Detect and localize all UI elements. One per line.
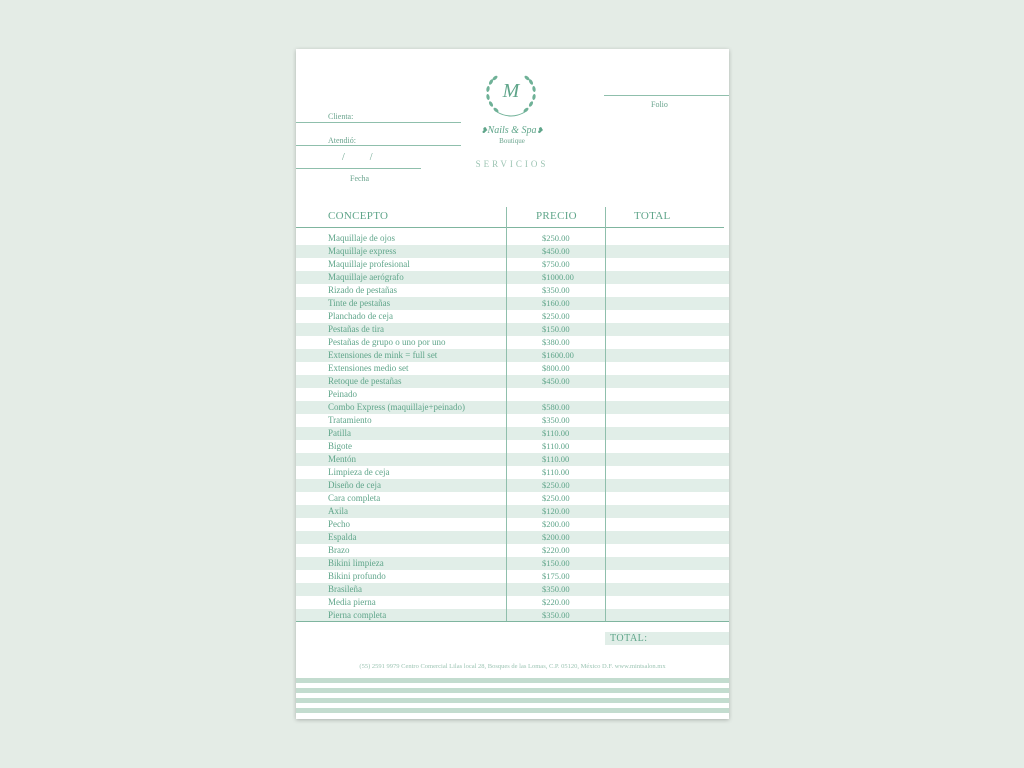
table-row [296, 479, 729, 492]
client-label: Clienta: [328, 112, 354, 121]
table-header-divider [296, 227, 724, 228]
table-row [296, 505, 729, 518]
row-total-cell[interactable] [606, 336, 729, 349]
row-total-cell[interactable] [606, 245, 729, 258]
row-concept: Rizado de pestañas [328, 285, 397, 295]
row-concept: Pecho [328, 519, 350, 529]
heart-right-icon: ❥ [536, 126, 544, 135]
row-concept: Cara completa [328, 493, 381, 503]
row-total-cell[interactable] [606, 531, 729, 544]
row-total-cell[interactable] [606, 427, 729, 440]
row-concept: Mentón [328, 454, 356, 464]
row-concept: Peinado [328, 389, 357, 399]
column-header-total: TOTAL [634, 210, 671, 222]
row-price: $220.00 [542, 545, 570, 555]
attended-field-line[interactable] [296, 145, 461, 146]
monogram: M [502, 80, 520, 102]
row-concept: Espalda [328, 532, 357, 542]
row-concept: Pestañas de grupo o uno por uno [328, 337, 446, 347]
table-row [296, 453, 729, 466]
row-total-cell[interactable] [606, 310, 729, 323]
row-total-cell[interactable] [606, 453, 729, 466]
row-total-cell[interactable] [606, 401, 729, 414]
row-price: $120.00 [542, 506, 570, 516]
table-bottom-divider [296, 621, 729, 622]
row-total-cell[interactable] [606, 323, 729, 336]
table-row [296, 388, 729, 401]
row-concept: Maquillaje express [328, 246, 397, 256]
row-price: $1600.00 [542, 350, 574, 360]
row-price: $350.00 [542, 285, 570, 295]
column-divider-total [605, 207, 606, 621]
row-total-cell[interactable] [606, 583, 729, 596]
column-divider-precio [506, 207, 507, 621]
heart-left-icon: ❥ [480, 126, 488, 135]
row-total-cell[interactable] [606, 414, 729, 427]
table-row [296, 284, 729, 297]
row-total-cell[interactable] [606, 388, 729, 401]
row-price: $250.00 [542, 493, 570, 503]
row-price: $800.00 [542, 363, 570, 373]
row-concept: Bikini profundo [328, 571, 386, 581]
row-total-cell[interactable] [606, 557, 729, 570]
table-row [296, 427, 729, 440]
row-price: $110.00 [542, 467, 570, 477]
row-price: $150.00 [542, 324, 570, 334]
table-row [296, 544, 729, 557]
row-price: $580.00 [542, 402, 570, 412]
row-price: $220.00 [542, 597, 570, 607]
row-price: $750.00 [542, 259, 570, 269]
row-price: $110.00 [542, 428, 570, 438]
row-concept: Pierna completa [328, 610, 387, 620]
row-concept: Planchado de ceja [328, 311, 393, 321]
row-price: $150.00 [542, 558, 570, 568]
date-field-line[interactable] [296, 168, 421, 169]
row-price: $160.00 [542, 298, 570, 308]
row-concept: Axila [328, 506, 348, 516]
table-row [296, 440, 729, 453]
section-title: SERVICIOS [475, 159, 549, 169]
column-header-precio: PRECIO [536, 210, 577, 222]
row-price: $1000.00 [542, 272, 574, 282]
table-row [296, 414, 729, 427]
row-price: $250.00 [542, 311, 570, 321]
row-concept: Tratamiento [328, 415, 372, 425]
table-row [296, 349, 729, 362]
column-header-concepto: CONCEPTO [328, 210, 389, 222]
row-total-cell[interactable] [606, 375, 729, 388]
row-total-cell[interactable] [606, 570, 729, 583]
table-row [296, 232, 729, 245]
row-total-cell[interactable] [606, 505, 729, 518]
row-price: $380.00 [542, 337, 570, 347]
row-concept: Limpieza de ceja [328, 467, 390, 477]
table-row [296, 375, 729, 388]
table-row [296, 557, 729, 570]
row-price: $175.00 [542, 571, 570, 581]
row-price: $200.00 [542, 532, 570, 542]
row-price: $350.00 [542, 415, 570, 425]
grand-total-label: TOTAL: [610, 633, 648, 644]
date-separators: / / [342, 152, 373, 163]
table-row [296, 323, 729, 336]
row-total-cell[interactable] [606, 297, 729, 310]
footer-stripe [296, 708, 729, 713]
service-form-page [296, 49, 729, 719]
row-price: $450.00 [542, 246, 570, 256]
row-total-cell[interactable] [606, 518, 729, 531]
brand-name-text: Nails & Spa [487, 125, 537, 136]
footer-stripe [296, 698, 729, 703]
row-concept: Media pierna [328, 597, 376, 607]
table-row [296, 531, 729, 544]
row-concept: Maquillaje aerógrafo [328, 272, 404, 282]
row-concept: Extensiones medio set [328, 363, 409, 373]
row-concept: Combo Express (maquillaje+peinado) [328, 402, 466, 412]
row-concept: Maquillaje profesional [328, 259, 410, 269]
row-concept: Brasileña [328, 584, 362, 594]
table-row [296, 518, 729, 531]
row-concept: Bikini limpieza [328, 558, 384, 568]
table-row [296, 297, 729, 310]
row-concept: Patilla [328, 428, 351, 438]
table-row [296, 401, 729, 414]
row-price: $250.00 [542, 233, 570, 243]
table-row [296, 596, 729, 609]
table-row [296, 258, 729, 271]
footer-stripe [296, 678, 729, 683]
row-total-cell[interactable] [606, 362, 729, 375]
row-total-cell[interactable] [606, 440, 729, 453]
table-row [296, 492, 729, 505]
row-concept: Brazo [328, 545, 350, 555]
row-concept: Extensiones de mink = full set [328, 350, 438, 360]
attended-label: Atendió: [328, 136, 356, 145]
table-row [296, 245, 729, 258]
row-total-cell[interactable] [606, 479, 729, 492]
folio-label: Folio [651, 100, 668, 109]
row-concept: Pestañas de tira [328, 324, 384, 334]
table-row [296, 570, 729, 583]
row-total-cell[interactable] [606, 492, 729, 505]
row-price: $200.00 [542, 519, 570, 529]
row-price: $110.00 [542, 441, 570, 451]
row-price: $250.00 [542, 480, 570, 490]
row-total-cell[interactable] [606, 271, 729, 284]
row-total-cell[interactable] [606, 544, 729, 557]
row-concept: Maquillaje de ojos [328, 233, 395, 243]
footer-stripe [296, 688, 729, 693]
row-price: $350.00 [542, 610, 570, 620]
client-field-line[interactable] [296, 122, 461, 123]
brand-name [456, 125, 568, 136]
row-total-cell[interactable] [606, 284, 729, 297]
table-row [296, 310, 729, 323]
table-row [296, 271, 729, 284]
folio-field-line[interactable] [604, 95, 729, 96]
row-price: $350.00 [542, 584, 570, 594]
row-price: $110.00 [542, 454, 570, 464]
brand-subtitle: Boutique [499, 137, 525, 145]
row-concept: Tinte de pestañas [328, 298, 391, 308]
footer-contact: (55) 2591 9979 Centro Comercial Lilas local 28, Bosques de las Lomas, C.P. 05120, México D.F. www.mintsalon.mx [359, 663, 666, 670]
row-concept: Bigote [328, 441, 352, 451]
row-total-cell[interactable] [606, 232, 729, 245]
row-total-cell[interactable] [606, 466, 729, 479]
date-label: Fecha [350, 174, 370, 183]
row-concept: Retoque de pestañas [328, 376, 402, 386]
table-row [296, 362, 729, 375]
row-total-cell[interactable] [606, 258, 729, 271]
row-total-cell[interactable] [606, 349, 729, 362]
row-concept: Diseño de ceja [328, 480, 381, 490]
table-row [296, 336, 729, 349]
table-row [296, 583, 729, 596]
row-total-cell[interactable] [606, 596, 729, 609]
row-price: $450.00 [542, 376, 570, 386]
table-row [296, 466, 729, 479]
grand-total-field[interactable] [605, 632, 729, 645]
